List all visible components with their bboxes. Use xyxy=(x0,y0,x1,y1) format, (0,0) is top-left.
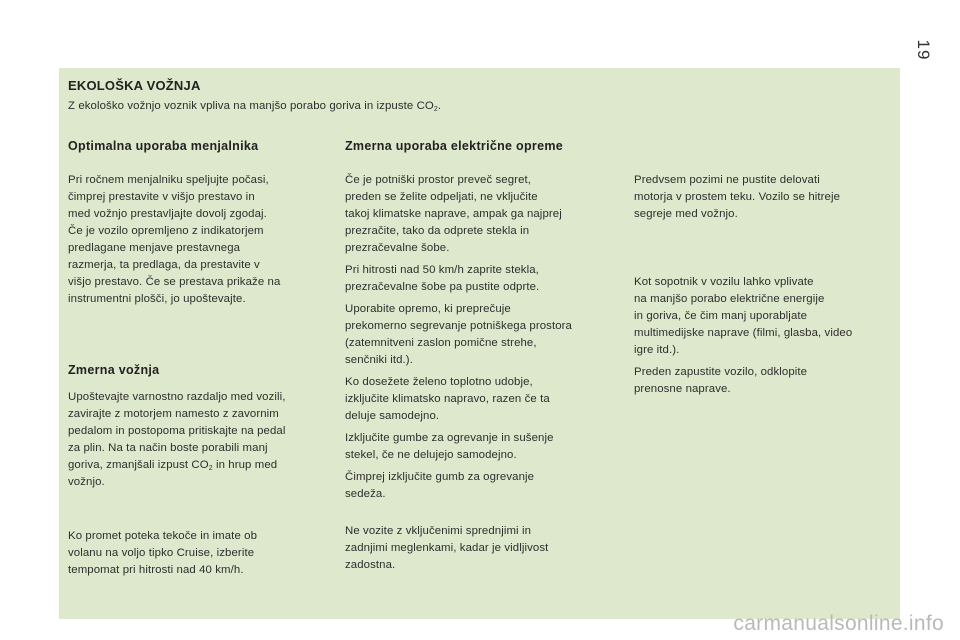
heading-electrical: Zmerna uporaba električne opreme xyxy=(345,139,564,153)
text-line: pedalom in postopoma pritiskajte na pedal xyxy=(68,425,286,437)
paragraph xyxy=(345,430,620,464)
text-line: igre itd.). xyxy=(634,344,680,356)
moderate-driving-text xyxy=(68,389,333,491)
text-line: senčniki itd.). xyxy=(345,354,413,366)
text-line: prekomerno segrevanje potniškega prostora xyxy=(345,320,572,332)
intro-end: . xyxy=(437,100,442,112)
co2-subscript: 2 xyxy=(208,465,213,472)
text-line: preden se želite odpeljati, ne vključite xyxy=(345,191,538,203)
text-line: na manjšo porabo električne energije xyxy=(634,293,825,305)
text-line: Ne vozite z vključenimi sprednjimi in xyxy=(345,525,532,537)
intro-subscript: 2 xyxy=(433,106,438,113)
intro-text: Z ekološko vožnjo voznik vpliva na manjšo porabo goriva in izpuste CO xyxy=(68,100,434,112)
text-line: med vožnjo prestavljajte dovolj zgodaj. xyxy=(68,208,267,220)
text-line: stekel, če ne delujejo samodejno. xyxy=(345,449,517,461)
text-line: za plin. Na ta način boste porabili manj xyxy=(68,442,268,454)
text-line: Kot sopotnik v vozilu lahko vplivate xyxy=(634,276,814,288)
text-line: takoj klimatske naprave, ampak ga najprej xyxy=(345,208,562,220)
text-line: zadostna. xyxy=(345,559,396,571)
text-line: Če je vozilo opremljeno z indikatorjem xyxy=(68,225,264,237)
text-line: zadnjimi meglenkami, kadar je vidljivost xyxy=(345,542,549,554)
paragraph xyxy=(345,469,620,503)
text-line: Pri hitrosti nad 50 km/h zaprite stekla, xyxy=(345,264,539,276)
text-line: instrumentni plošči, jo upoštevajte. xyxy=(68,293,246,305)
text-line: Predvsem pozimi ne pustite delovati xyxy=(634,174,820,186)
text-line: prezračevalne šobe. xyxy=(345,242,450,254)
idle-text xyxy=(634,172,894,223)
section-intro xyxy=(68,98,868,115)
text-line: čimprej prestavite v višjo prestavo in xyxy=(68,191,255,203)
text-line: vožnjo. xyxy=(68,476,105,488)
text-line: segreje med vožnjo. xyxy=(634,208,738,220)
cruise-text xyxy=(68,528,333,579)
watermark-link[interactable]: carmanualsonline.info xyxy=(733,612,944,635)
page-number: 19 xyxy=(914,39,933,61)
text-line: Pri ročnem menjalniku speljujte počasi, xyxy=(68,174,269,186)
passenger-text xyxy=(634,274,894,403)
paragraph xyxy=(634,364,894,398)
paragraph xyxy=(345,374,620,425)
electrical-text xyxy=(345,172,620,508)
gearbox-text xyxy=(68,172,333,308)
text-line: razmerja, ta predlaga, da prestavite v xyxy=(68,259,260,271)
text-line: višjo prestavo. Če se prestava prikaže na xyxy=(68,276,281,288)
co2-text-end: in hrup med xyxy=(212,459,278,471)
text-line: Izključite gumbe za ogrevanje in sušenje xyxy=(345,432,554,444)
section-title: EKOLOŠKA VOŽNJA xyxy=(68,78,201,93)
text-line: deluje samodejno. xyxy=(345,410,440,422)
text-line: izključite klimatsko napravo, razen če ta xyxy=(345,393,550,405)
fog-lights-text xyxy=(345,523,620,574)
heading-gearbox: Optimalna uporaba menjalnika xyxy=(68,139,259,153)
text-line: tempomat pri hitrosti nad 40 km/h. xyxy=(68,564,244,576)
text-line: multimedijske naprave (filmi, glasba, video xyxy=(634,327,853,339)
text-line: Ko dosežete želeno toplotno udobje, xyxy=(345,376,533,388)
text-line: prenosne naprave. xyxy=(634,383,731,395)
text-line: Preden zapustite vozilo, odklopite xyxy=(634,366,808,378)
paragraph xyxy=(345,301,620,369)
text-line: prezračite, tako da odprete stekla in xyxy=(345,225,530,237)
paragraph xyxy=(634,274,894,359)
text-line: prezračevalne šobe pa pustite odprte. xyxy=(345,281,540,293)
text-line: (zatemnitveni zaslon pomične strehe, xyxy=(345,337,537,349)
text-line: zavirajte z motorjem namesto z zavornim xyxy=(68,408,279,420)
paragraph xyxy=(345,262,620,296)
text-line: Upoštevajte varnostno razdaljo med vozili, xyxy=(68,391,286,403)
text-line: Uporabite opremo, ki preprečuje xyxy=(345,303,511,315)
text-line: sedeža. xyxy=(345,488,386,500)
co2-text: goriva, zmanjšali izpust CO xyxy=(68,459,209,471)
text-line: predlagane menjave prestavnega xyxy=(68,242,241,254)
paragraph xyxy=(345,172,620,257)
heading-moderate-driving: Zmerna vožnja xyxy=(68,363,160,377)
text-line: Če je potniški prostor preveč segret, xyxy=(345,174,532,186)
text-line xyxy=(68,457,333,474)
text-line: Čimprej izključite gumb za ogrevanje xyxy=(345,471,535,483)
text-line: Ko promet poteka tekoče in imate ob xyxy=(68,530,258,542)
text-line: in goriva, če čim manj uporabljate xyxy=(634,310,808,322)
text-line: volanu na voljo tipko Cruise, izberite xyxy=(68,547,255,559)
text-line: motorja v prostem teku. Vozilo se hitreje xyxy=(634,191,841,203)
